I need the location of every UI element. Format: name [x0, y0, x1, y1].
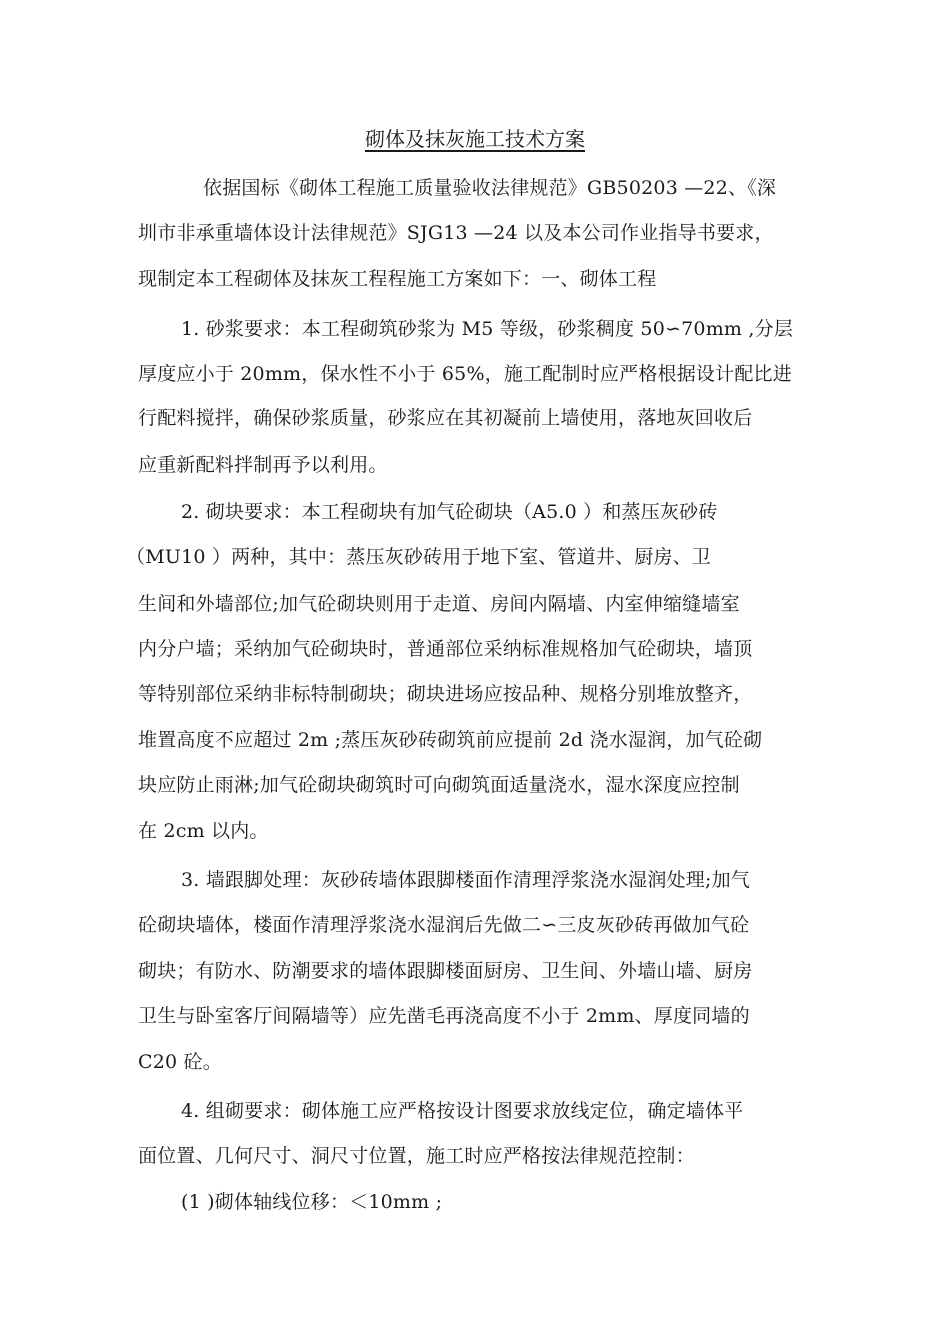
paragraph-line: 4. 组砌要求：砌体施工应严格按设计图要求放线定位，确定墙体平 — [181, 1100, 744, 1122]
paragraph-line: 3. 墙跟脚处理：灰砂砖墙体跟脚楼面作清理浮浆浇水湿润处理;加气 — [181, 869, 750, 891]
paragraph-line: 块应防止雨淋;加气砼砌块砌筑时可向砌筑面适量浇水，湿水深度应控制 — [138, 774, 740, 796]
paragraph-line: （MU10 ）两种，其中：蒸压灰砂砖用于地下室、管道井、厨房、卫 — [126, 546, 712, 568]
paragraph-line: (1 )砌体轴线位移：＜10mm ; — [181, 1191, 443, 1213]
paragraph-line: 行配料搅拌，确保砂浆质量，砂浆应在其初凝前上墙使用，落地灰回收后 — [138, 407, 753, 429]
paragraph-line: 等特别部位采纳非标特制砌块；砌块进场应按品种、规格分别堆放整齐， — [138, 683, 753, 705]
paragraph-line: 卫生与卧室客厅间隔墙等）应先凿毛再浇高度不小于 2mm、厚度同墙的 — [138, 1005, 750, 1027]
paragraph-line: 现制定本工程砌体及抹灰工程程施工方案如下：一、砌体工程 — [138, 268, 657, 290]
paragraph-line: 砌块；有防水、防潮要求的墙体跟脚楼面厨房、卫生间、外墙山墙、厨房 — [138, 960, 753, 982]
paragraph-line: 依据国标《砌体工程施工质量验收法律规范》GB50203 —22、《深 — [203, 177, 777, 199]
paragraph-line: 1. 砂浆要求：本工程砌筑砂浆为 M5 等级，砂浆稠度 50∽70mm ,分层 — [181, 318, 794, 340]
paragraph-line: 生间和外墙部位;加气砼砌块则用于走道、房间内隔墙、内室伸缩缝墙室 — [138, 593, 740, 615]
paragraph-line: 厚度应小于 20mm，保水性不小于 65%，施工配制时应严格根据设计配比进 — [138, 363, 792, 385]
paragraph-line: 砼砌块墙体，楼面作清理浮浆浇水湿润后先做二∽三皮灰砂砖再做加气砼 — [138, 914, 750, 936]
document-title: 砌体及抹灰施工技术方案 — [365, 127, 585, 151]
paragraph-line: 在 2cm 以内。 — [138, 820, 269, 842]
paragraph-line: 圳市非承重墙体设计法律规范》SJG13 —24 以及本公司作业指导书要求， — [138, 222, 774, 244]
paragraph-line: 应重新配料拌制再予以利用。 — [138, 454, 388, 476]
paragraph-line: 面位置、几何尺寸、洞尺寸位置，施工时应严格按法律规范控制： — [138, 1145, 695, 1167]
paragraph-line: 内分户墙；采纳加气砼砌块时，普通部位采纳标准规格加气砼砌块，墙顶 — [138, 638, 753, 660]
paragraph-line: 堆置高度不应超过 2m ;蒸压灰砂砖砌筑前应提前 2d 浇水湿润，加气砼砌 — [138, 729, 763, 751]
paragraph-line: 2. 砌块要求：本工程砌块有加气砼砌块（A5.0 ）和蒸压灰砂砖 — [181, 501, 718, 523]
paragraph-line: C20 砼。 — [138, 1051, 222, 1073]
